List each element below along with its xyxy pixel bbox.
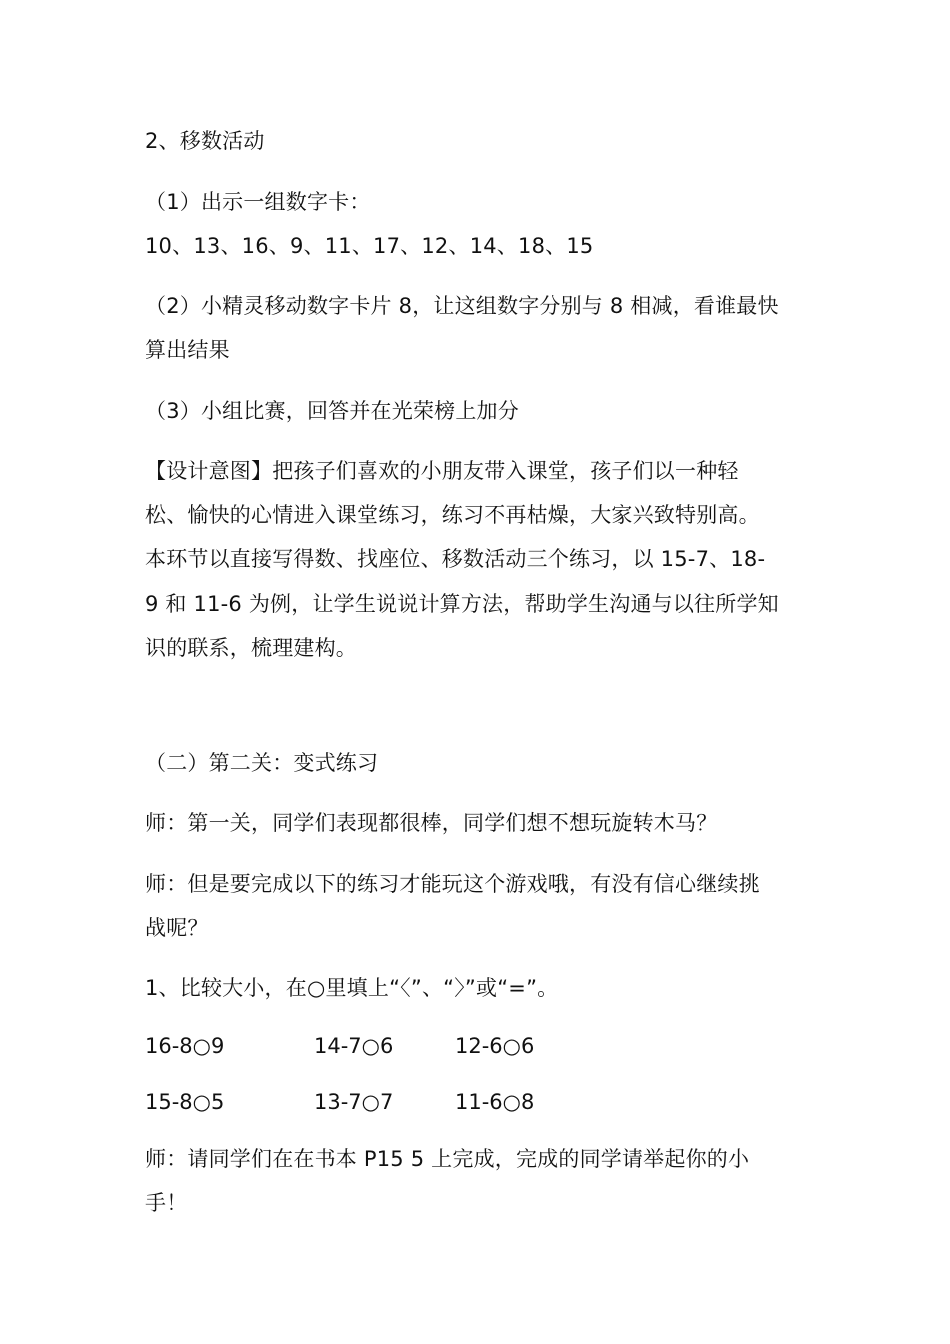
teacher-line-1: 师：第一关，同学们表现都很棒，同学们想不想玩旋转木马？ [145, 811, 718, 835]
teacher-line-2b: 战呢？ [145, 916, 209, 940]
design-intent-line2: 松、愉快的心情进入课堂练习，练习不再枯燥，大家兴致特别高。 [145, 503, 760, 527]
design-intent-line1: 【设计意图】把孩子们喜欢的小朋友带入课堂，孩子们以一种轻 [145, 459, 739, 483]
compare-item: 13-7○7 [314, 1090, 394, 1114]
compare-item: 12-6○6 [455, 1034, 535, 1058]
compare-item: 11-6○8 [455, 1090, 535, 1114]
step-2-text-line2: 算出结果 [145, 338, 230, 362]
step-2-text-line1: （2）小精灵移动数字卡片 8，让这组数字分别与 8 相减，看谁最快 [145, 294, 779, 318]
compare-item: 14-7○6 [314, 1034, 394, 1058]
design-intent-line5: 识的联系，梳理建构。 [145, 636, 357, 660]
teacher-line-3b: 手！ [145, 1191, 188, 1215]
number-cards-list: 10、13、16、9、11、17、12、14、18、15 [145, 234, 594, 258]
teacher-line-3a: 师：请同学们在在书本 P15 5 上完成，完成的同学请举起你的小 [145, 1147, 750, 1171]
design-intent-line3: 本环节以直接写得数、找座位、移数活动三个练习，以 15-7、18- [145, 547, 766, 571]
step-3-text: （3）小组比赛，回答并在光荣榜上加分 [145, 399, 519, 423]
compare-item: 15-8○5 [145, 1090, 225, 1114]
design-intent-line4: 9 和 11-6 为例，让学生说说计算方法，帮助学生沟通与以往所学知 [145, 592, 779, 616]
exercise-1-instruction: 1、比较大小，在○里填上“〈”、“〉”或“=”。 [145, 976, 559, 1000]
compare-item: 16-8○9 [145, 1034, 225, 1058]
teacher-line-2a: 师：但是要完成以下的练习才能玩这个游戏哦，有没有信心继续挑 [145, 872, 760, 896]
part-2-heading: （二）第二关：变式练习 [145, 751, 379, 775]
step-1-text: （1）出示一组数字卡： [145, 190, 371, 214]
section-2-heading: 2、移数活动 [145, 129, 265, 153]
